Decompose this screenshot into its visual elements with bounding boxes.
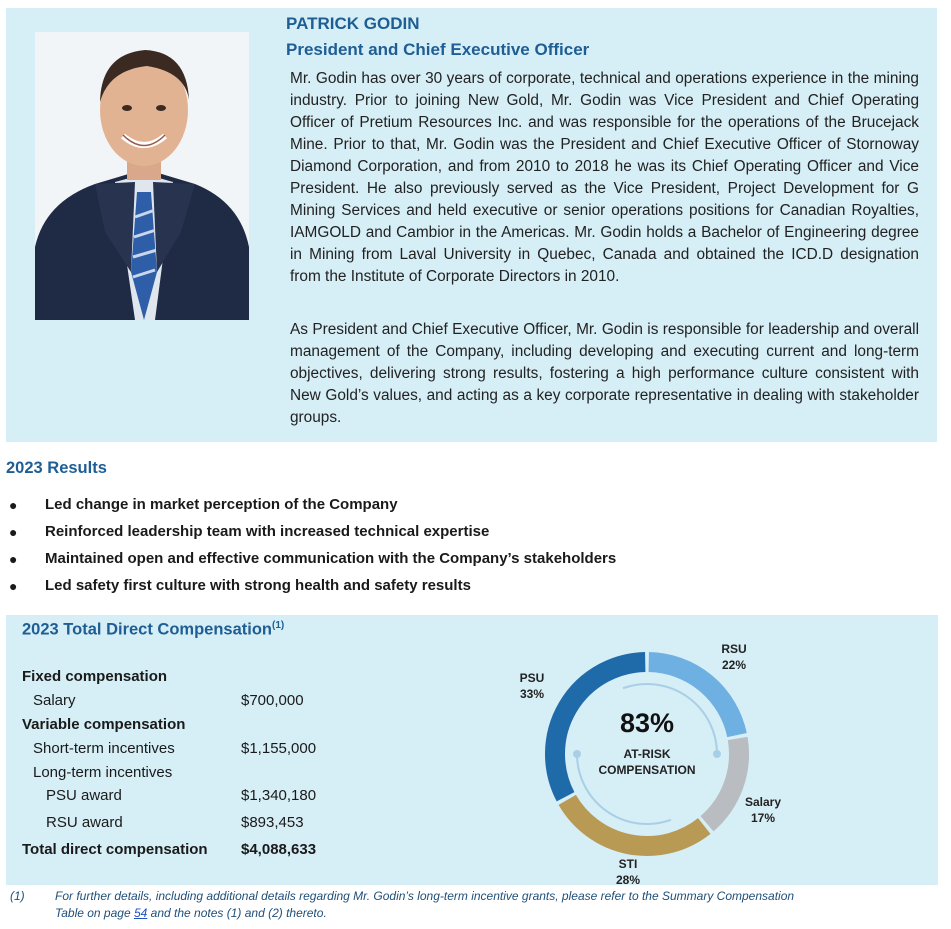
total-compensation-value: $4,088,633 <box>241 841 317 858</box>
at-risk-label <box>562 746 732 778</box>
executive-photo <box>35 32 249 320</box>
footnote-line2-tail: and the notes (1) and (2) thereto. <box>147 906 327 920</box>
executive-title: President and Chief Executive Officer <box>286 40 590 59</box>
slice-percent: 28% <box>615 873 641 887</box>
result-text: Maintained open and effective communication with the Company’s stakeholders <box>45 550 617 567</box>
salary-value: $700,000 <box>241 692 304 709</box>
results-list <box>0 494 616 602</box>
result-text: Led safety first culture with strong health and safety results <box>45 577 471 594</box>
compensation-heading <box>22 620 284 640</box>
result-text: Reinforced leadership team with increased technical expertise <box>45 523 490 540</box>
bio-paragraph-experience: Mr. Godin has over 30 years of corporate, technical and operations experience in the mining industry. Prior to joining New Gold, Mr. Godin was Vice President and Chief Operating Officer of Pretium Resources Inc. and was responsible for the operations of the Brucejack Mine. Prior to that, Mr. Godin was the President and Chief Executive Officer of Stornoway Diamond Corporation, and from 2010 to 2018 he was its Chief Operating Officer and Vice President. He also previously served as the Vice President, Project Development for G Mining Services and held executive or senior operations positions for Canadian Royalties, IAMGOLD and Cambior in the Americas. Mr. Godin holds a Bachelor of Engineering degree in Mining from Laval University in Quebec, Canada and obtained the ICD.D designation from the Institute of Corporate Directors in 2010. <box>290 70 919 285</box>
slice-label-salary <box>738 794 788 826</box>
footnote-line2-text: Table on page <box>55 906 134 920</box>
bullet-icon: ● <box>9 524 18 540</box>
lti-label: Long-term incentives <box>33 764 173 781</box>
bullet-icon: ● <box>9 551 18 567</box>
footnote-marker: (1) <box>10 889 25 903</box>
slice-label-rsu <box>712 641 756 673</box>
at-risk-label-line1: AT-RISK <box>623 747 671 761</box>
slice-percent: 17% <box>750 811 776 825</box>
psu-label: PSU award <box>46 787 122 804</box>
slice-name: STI <box>618 857 638 871</box>
list-item <box>0 548 616 575</box>
bio-paragraph-responsibilities: As President and Chief Executive Officer, Mr. Godin is responsible for leadership and overall management of the Company, including developing and executing current and long-term objectives, delivering strong results, fostering a high performance culture consistent with New Gold’s values, and acting as a key corporate representative in dealing with stakeholder groups. <box>290 321 919 426</box>
slice-name: RSU <box>721 642 747 656</box>
executive-name: PATRICK GODIN <box>286 14 420 33</box>
bullet-icon: ● <box>9 497 18 513</box>
slice-percent: 33% <box>519 687 545 701</box>
result-text: Led change in market perception of the Company <box>45 496 398 513</box>
compensation-title-footnote-ref: (1) <box>272 620 285 631</box>
page-link[interactable]: 54 <box>133 906 148 920</box>
psu-value: $1,340,180 <box>241 787 317 804</box>
slice-percent: 22% <box>721 658 747 672</box>
rsu-value: $893,453 <box>241 814 304 831</box>
variable-compensation-heading: Variable compensation <box>22 716 186 733</box>
footnote-text <box>55 888 794 922</box>
bullet-icon: ● <box>9 578 18 594</box>
total-compensation-label: Total direct compensation <box>22 841 208 858</box>
list-item <box>0 575 616 602</box>
slice-label-psu <box>510 670 554 702</box>
list-item <box>0 521 616 548</box>
sti-value: $1,155,000 <box>241 740 317 757</box>
footnote-line2 <box>55 905 794 922</box>
footnote-line1: For further details, including additional details regarding Mr. Godin’s long-term incentive grants, please refer to the Summary Compensation <box>55 889 795 903</box>
rsu-label: RSU award <box>46 814 123 831</box>
salary-label: Salary <box>33 692 76 709</box>
fixed-compensation-heading: Fixed compensation <box>22 668 168 685</box>
slice-name: Salary <box>744 795 782 809</box>
slice-label-sti <box>606 856 650 888</box>
results-heading: 2023 Results <box>6 459 107 477</box>
at-risk-percentage: 83% <box>619 708 675 738</box>
list-item <box>0 494 616 521</box>
slice-name: PSU <box>519 671 545 685</box>
sti-label: Short-term incentives <box>33 740 175 757</box>
at-risk-label-line2: COMPENSATION <box>598 763 696 777</box>
compensation-title-text: 2023 Total Direct Compensation <box>22 620 273 639</box>
